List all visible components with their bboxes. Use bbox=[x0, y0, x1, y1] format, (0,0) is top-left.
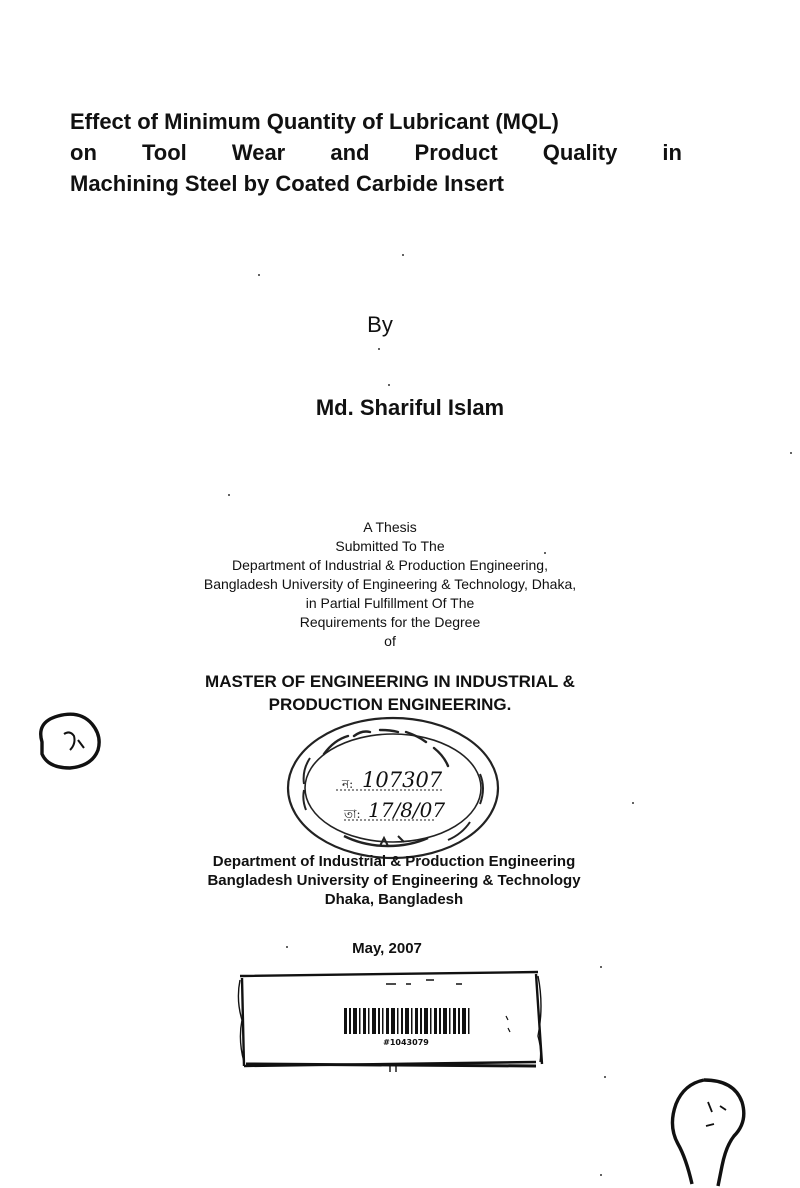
degree-name bbox=[0, 670, 780, 716]
svg-text:তা:: তা: bbox=[344, 807, 361, 821]
scan-speck bbox=[402, 254, 404, 256]
scan-speck bbox=[604, 1076, 606, 1078]
scan-speck bbox=[388, 384, 390, 386]
submission-line: Submitted To The bbox=[335, 538, 445, 554]
title-word: in bbox=[662, 140, 682, 165]
by-label: By bbox=[367, 312, 393, 337]
title-word: Quality bbox=[542, 140, 618, 165]
thesis-title bbox=[70, 106, 682, 199]
barcode-number: #1043079 bbox=[383, 1038, 429, 1047]
title-word: and bbox=[330, 140, 370, 165]
scan-speck bbox=[544, 552, 546, 554]
department-address bbox=[0, 852, 788, 909]
scan-speck bbox=[378, 348, 380, 350]
scan-speck bbox=[286, 946, 288, 948]
title-line-1: Effect of Minimum Quantity of Lubricant (MQL) bbox=[70, 109, 559, 134]
scan-speck bbox=[600, 966, 602, 968]
scan-speck bbox=[600, 1174, 602, 1176]
submission-line: A Thesis bbox=[363, 519, 417, 535]
barcode-label bbox=[236, 966, 546, 1072]
scan-mark-left bbox=[34, 710, 104, 772]
scan-speck bbox=[258, 274, 260, 276]
submission-line: Department of Industrial & Production Engineering, bbox=[232, 557, 548, 573]
submission-date: May, 2007 bbox=[352, 940, 422, 957]
title-line-3: Machining Steel by Coated Carbide Insert bbox=[70, 171, 504, 196]
department-line: Department of Industrial & Production Engineering bbox=[212, 853, 576, 870]
submission-statement bbox=[0, 518, 780, 651]
submission-line: Bangladesh University of Engineering & Technology, Dhaka, bbox=[203, 576, 577, 592]
title-word: Tool bbox=[141, 140, 187, 165]
scan-speck bbox=[632, 802, 634, 804]
university-line: Bangladesh University of Engineering & Technology bbox=[207, 872, 581, 889]
scan-speck bbox=[228, 494, 230, 496]
title-word: Wear bbox=[231, 140, 286, 165]
scan-speck bbox=[790, 452, 792, 454]
svg-text:ন:: ন: bbox=[342, 777, 354, 791]
accession-date: 17/8/07 bbox=[368, 798, 446, 822]
submission-line: of bbox=[384, 633, 396, 649]
barcode-bars bbox=[344, 1008, 470, 1034]
submission-line: in Partial Fulfillment Of The bbox=[305, 595, 475, 611]
degree-line-1: MASTER OF ENGINEERING IN INDUSTRIAL & bbox=[205, 672, 575, 691]
author-name: Md. Shariful Islam bbox=[315, 395, 505, 420]
library-seal-stamp bbox=[284, 714, 502, 862]
title-line-2 bbox=[70, 137, 682, 168]
scan-mark-bottom-right bbox=[664, 1076, 754, 1188]
title-word: Product bbox=[414, 140, 498, 165]
title-word: on bbox=[70, 140, 97, 165]
submission-line: Requirements for the Degree bbox=[299, 614, 481, 630]
city-line: Dhaka, Bangladesh bbox=[324, 891, 464, 908]
degree-line-2: PRODUCTION ENGINEERING. bbox=[268, 695, 512, 714]
accession-number: 107307 bbox=[362, 768, 443, 792]
